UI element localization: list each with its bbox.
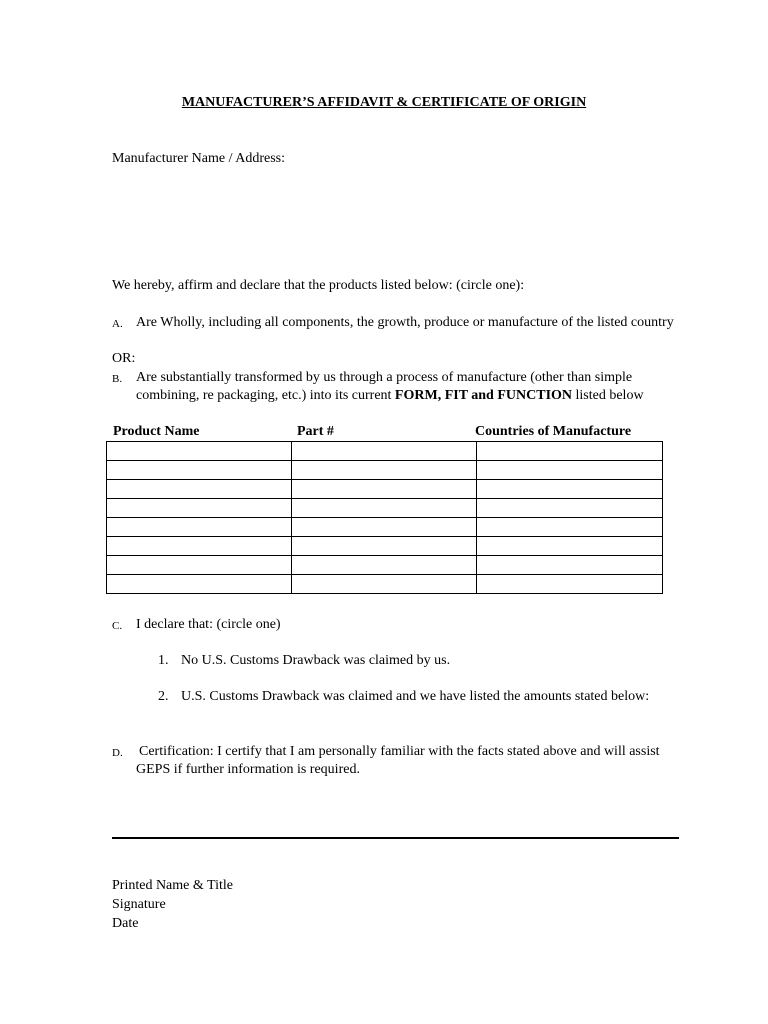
table-cell [477, 575, 663, 594]
table-cell [477, 556, 663, 575]
item-b-marker: B. [112, 373, 123, 385]
table-row [107, 518, 663, 537]
item-b-text-bold: FORM, FIT and FUNCTION [394, 388, 573, 403]
item-b-text-before: Are substantially transformed by us through a process of manufacture (other than simple combining, re packaging, etc.) into its current [136, 370, 633, 403]
table-cell [292, 499, 477, 518]
table-cell [107, 518, 292, 537]
product-table-body [107, 442, 663, 594]
item-a-marker: A. [112, 318, 123, 330]
item-a-text: Are Wholly, including all components, the growth, produce or manufacture of the listed country [136, 315, 674, 330]
table-cell [107, 442, 292, 461]
item-b-text-after: listed below [572, 388, 644, 403]
item-c-text: I declare that: (circle one) [136, 617, 281, 632]
printed-name-title-label: Printed Name & Title [112, 878, 233, 893]
table-row [107, 575, 663, 594]
item-d-marker: D. [112, 747, 123, 759]
table-cell [107, 499, 292, 518]
table-cell [107, 537, 292, 556]
signature-line [112, 837, 679, 839]
date-label: Date [112, 916, 139, 931]
table-cell [477, 537, 663, 556]
table-header-countries-of-manufacture: Countries of Manufacture [475, 424, 632, 439]
option-1-number: 1. [158, 653, 169, 668]
option-2-text: U.S. Customs Drawback was claimed and we have listed the amounts stated below: [181, 689, 650, 704]
table-cell [107, 556, 292, 575]
table-header-product-name: Product Name [113, 424, 200, 439]
table-cell [477, 518, 663, 537]
table-cell [292, 537, 477, 556]
table-cell [107, 575, 292, 594]
option-2-number: 2. [158, 689, 169, 704]
table-row [107, 537, 663, 556]
signature-label: Signature [112, 897, 166, 912]
table-row [107, 480, 663, 499]
product-table [106, 441, 663, 594]
or-label: OR: [112, 351, 136, 366]
table-cell [107, 480, 292, 499]
table-row [107, 556, 663, 575]
table-cell [477, 461, 663, 480]
table-cell [292, 556, 477, 575]
affirmation-intro: We hereby, affirm and declare that the products listed below: (circle one): [112, 278, 525, 293]
table-cell [292, 461, 477, 480]
table-cell [292, 480, 477, 499]
table-row [107, 461, 663, 480]
option-1-text: No U.S. Customs Drawback was claimed by us. [181, 653, 451, 668]
table-cell [292, 518, 477, 537]
table-header-part-number: Part # [297, 424, 334, 439]
table-cell [107, 461, 292, 480]
table-row [107, 499, 663, 518]
table-cell [477, 499, 663, 518]
manufacturer-name-address-label: Manufacturer Name / Address: [112, 151, 285, 166]
item-c-marker: C. [112, 620, 123, 632]
table-cell [292, 575, 477, 594]
item-b-text [136, 369, 676, 405]
table-row [107, 442, 663, 461]
item-d-text: Certification: I certify that I am personally familiar with the facts stated above and will assist GEPS if further information is required. [136, 744, 660, 777]
document-title: MANUFACTURER’S AFFIDAVIT & CERTIFICATE OF ORIGIN [181, 95, 587, 110]
table-cell [292, 442, 477, 461]
table-cell [477, 480, 663, 499]
table-cell [477, 442, 663, 461]
